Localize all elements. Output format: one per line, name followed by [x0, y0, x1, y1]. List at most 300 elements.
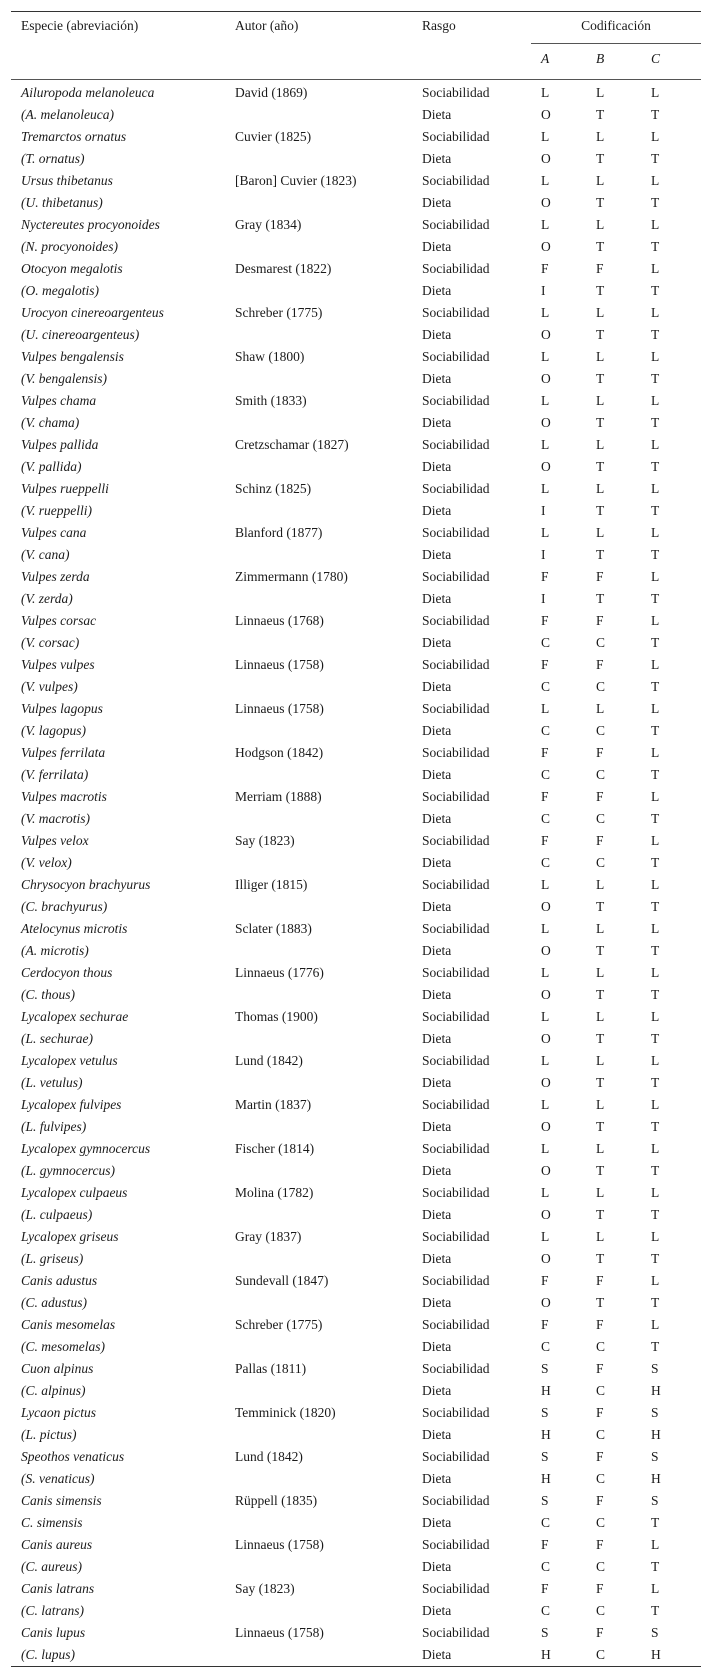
author-cell [225, 764, 412, 786]
coding-c-cell: L [651, 261, 660, 276]
coding-b-cell: T [596, 547, 605, 562]
coding-a-cell: L [541, 965, 550, 980]
coding-a-cell: L [541, 1053, 550, 1068]
species-cell: (A. microtis) [21, 943, 89, 958]
coding-b-cell: C [596, 1471, 606, 1486]
table-row [11, 258, 701, 280]
coding-a-cell: C [541, 635, 551, 650]
coding-b-cell: L [596, 217, 605, 232]
species-cell: Vulpes macrotis [21, 789, 107, 804]
table-row [11, 280, 701, 302]
coding-a-cell: O [541, 415, 551, 430]
trait-cell: Sociabilidad [422, 129, 490, 144]
header-trait: Rasgo [412, 12, 531, 44]
table-row [11, 1402, 701, 1424]
trait-cell: Sociabilidad [422, 1097, 490, 1112]
coding-c-cell: T [651, 195, 660, 210]
table-row [11, 874, 701, 896]
species-cell: (V. vulpes) [21, 679, 78, 694]
coding-b-cell: T [596, 591, 605, 606]
table-row [11, 1226, 701, 1248]
species-cell: Otocyon megalotis [21, 261, 123, 276]
coding-c-cell: T [651, 591, 660, 606]
coding-b-cell: F [596, 833, 604, 848]
trait-cell: Dieta [422, 1251, 452, 1266]
author-cell: Merriam (1888) [235, 789, 322, 804]
author-cell [225, 148, 412, 170]
coding-a-cell: L [541, 1141, 550, 1156]
table-row [11, 940, 701, 962]
coding-a-cell: O [541, 1075, 551, 1090]
table-row [11, 1512, 701, 1534]
author-cell: David (1869) [235, 85, 308, 100]
trait-cell: Sociabilidad [422, 261, 490, 276]
coding-b-cell: L [596, 481, 605, 496]
table-row [11, 500, 701, 522]
author-cell [225, 588, 412, 610]
coding-c-cell: T [651, 943, 660, 958]
author-cell [225, 1248, 412, 1270]
table-row [11, 1490, 701, 1512]
table-row [11, 1336, 701, 1358]
table-row [11, 566, 701, 588]
header-col-a: A [531, 44, 586, 80]
author-cell: Schinz (1825) [235, 481, 312, 496]
table-row [11, 1270, 701, 1292]
species-cell: Vulpes chama [21, 393, 97, 408]
coding-b-cell: T [596, 239, 605, 254]
coding-a-cell: H [541, 1383, 551, 1398]
table-row [11, 1050, 701, 1072]
coding-a-cell: S [541, 1625, 549, 1640]
coding-b-cell: F [596, 613, 604, 628]
coding-c-cell: S [651, 1405, 659, 1420]
species-cell: (L. griseus) [21, 1251, 84, 1266]
species-cell: Cerdocyon thous [21, 965, 113, 980]
author-cell [225, 236, 412, 258]
coding-b-cell: T [596, 459, 605, 474]
species-cell: Canis latrans [21, 1581, 95, 1596]
trait-cell: Sociabilidad [422, 1493, 490, 1508]
trait-cell: Sociabilidad [422, 1361, 490, 1376]
trait-cell: Dieta [422, 239, 452, 254]
coding-b-cell: L [596, 349, 605, 364]
coding-a-cell: L [541, 349, 550, 364]
author-cell: Blanford (1877) [235, 525, 323, 540]
coding-b-cell: T [596, 987, 605, 1002]
trait-cell: Dieta [422, 811, 452, 826]
author-cell: Smith (1833) [235, 393, 307, 408]
species-cell: (V. cana) [21, 547, 70, 562]
coding-a-cell: L [541, 85, 550, 100]
coding-b-cell: T [596, 899, 605, 914]
coding-a-cell: L [541, 393, 550, 408]
species-cell: Vulpes rueppelli [21, 481, 109, 496]
coding-c-cell: T [651, 723, 660, 738]
author-cell [225, 1116, 412, 1138]
trait-cell: Sociabilidad [422, 877, 490, 892]
table-row [11, 1094, 701, 1116]
coding-c-cell: L [651, 525, 660, 540]
coding-c-cell: L [651, 173, 660, 188]
coding-a-cell: O [541, 107, 551, 122]
coding-c-cell: T [651, 327, 660, 342]
coding-c-cell: L [651, 1053, 660, 1068]
coding-b-cell: L [596, 921, 605, 936]
coding-c-cell: L [651, 85, 660, 100]
coding-c-cell: T [651, 635, 660, 650]
coding-b-cell: F [596, 1493, 604, 1508]
coding-a-cell: H [541, 1471, 551, 1486]
header-blank-trait [412, 44, 531, 80]
author-cell [225, 676, 412, 698]
coding-a-cell: O [541, 987, 551, 1002]
trait-cell: Sociabilidad [422, 525, 490, 540]
species-coding-table [11, 11, 701, 1667]
coding-c-cell: H [651, 1383, 661, 1398]
author-cell: [Baron] Cuvier (1823) [235, 173, 357, 188]
coding-a-cell: F [541, 613, 549, 628]
coding-c-cell: T [651, 371, 660, 386]
coding-b-cell: T [596, 151, 605, 166]
trait-cell: Sociabilidad [422, 1581, 490, 1596]
coding-c-cell: L [651, 1537, 660, 1552]
author-cell: Cuvier (1825) [235, 129, 312, 144]
trait-cell: Sociabilidad [422, 1053, 490, 1068]
trait-cell: Dieta [422, 1559, 452, 1574]
table-row [11, 720, 701, 742]
trait-cell: Sociabilidad [422, 1405, 490, 1420]
species-cell: (U. cinereoargenteus) [21, 327, 140, 342]
trait-cell: Sociabilidad [422, 1537, 490, 1552]
coding-a-cell: F [541, 745, 549, 760]
coding-c-cell: L [651, 1097, 660, 1112]
coding-a-cell: C [541, 811, 551, 826]
coding-a-cell: C [541, 855, 551, 870]
coding-a-cell: O [541, 943, 551, 958]
species-cell: (V. corsac) [21, 635, 80, 650]
author-cell [225, 324, 412, 346]
table-row [11, 1292, 701, 1314]
coding-a-cell: C [541, 767, 551, 782]
species-cell: (U. thibetanus) [21, 195, 103, 210]
coding-a-cell: O [541, 371, 551, 386]
coding-c-cell: T [651, 1075, 660, 1090]
author-cell [225, 1380, 412, 1402]
coding-a-cell: F [541, 1581, 549, 1596]
coding-b-cell: T [596, 107, 605, 122]
header-blank-author [225, 44, 412, 80]
species-cell: (C. lupus) [11, 1644, 225, 1667]
table-row [11, 786, 701, 808]
table-row [11, 1116, 701, 1138]
author-cell: Lund (1842) [235, 1053, 303, 1068]
author-cell: Gray (1837) [235, 1229, 302, 1244]
species-cell: (O. megalotis) [21, 283, 99, 298]
table-row [11, 1534, 701, 1556]
coding-b-cell: F [596, 1625, 604, 1640]
table-row [11, 1248, 701, 1270]
coding-b-cell: T [596, 1119, 605, 1134]
author-cell: Cretzschamar (1827) [235, 437, 349, 452]
coding-a-cell: F [541, 1273, 549, 1288]
species-cell: Lycalopex sechurae [21, 1009, 129, 1024]
author-cell: Lund (1842) [235, 1449, 303, 1464]
species-cell: (C. brachyurus) [21, 899, 108, 914]
coding-b-cell: T [596, 283, 605, 298]
coding-a-cell: L [541, 1009, 550, 1024]
author-cell: Desmarest (1822) [235, 261, 332, 276]
coding-b-cell: L [596, 877, 605, 892]
coding-b-cell: T [596, 943, 605, 958]
trait-cell: Dieta [422, 327, 452, 342]
author-cell [225, 368, 412, 390]
author-cell: Schreber (1775) [235, 1317, 323, 1332]
author-cell: Say (1823) [235, 833, 295, 848]
coding-b-cell: L [596, 305, 605, 320]
header-blank-species [11, 44, 225, 80]
trait-cell: Dieta [422, 635, 452, 650]
author-cell [225, 940, 412, 962]
coding-b-cell: F [596, 1361, 604, 1376]
species-cell: (V. bengalensis) [21, 371, 107, 386]
species-cell: (T. ornatus) [21, 151, 85, 166]
coding-a-cell: C [541, 723, 551, 738]
trait-cell: Sociabilidad [422, 701, 490, 716]
coding-b-cell: L [596, 965, 605, 980]
coding-c-cell: L [651, 349, 660, 364]
species-cell: (L. fulvipes) [21, 1119, 87, 1134]
coding-b-cell: C [596, 767, 606, 782]
species-cell: (V. velox) [21, 855, 72, 870]
author-cell [225, 1336, 412, 1358]
species-cell: (L. sechurae) [21, 1031, 93, 1046]
coding-a-cell: L [541, 481, 550, 496]
table-row [11, 214, 701, 236]
coding-a-cell: I [541, 547, 546, 562]
coding-b-cell: C [586, 1644, 641, 1667]
coding-c-cell: L [651, 1185, 660, 1200]
trait-cell: Dieta [422, 1075, 452, 1090]
trait-cell: Sociabilidad [422, 1229, 490, 1244]
species-cell: Lycalopex fulvipes [21, 1097, 122, 1112]
author-cell [225, 280, 412, 302]
coding-c-cell: T [651, 855, 660, 870]
coding-c-cell: S [651, 1493, 659, 1508]
author-cell [225, 544, 412, 566]
author-cell [225, 500, 412, 522]
species-cell: Canis lupus [21, 1625, 86, 1640]
coding-b-cell: T [596, 1075, 605, 1090]
table-row [11, 588, 701, 610]
coding-c-cell: T [651, 1515, 660, 1530]
coding-c-cell: L [651, 745, 660, 760]
author-cell: Zimmermann (1780) [235, 569, 348, 584]
author-cell: Martin (1837) [235, 1097, 312, 1112]
table-row [11, 676, 701, 698]
table-row [11, 192, 701, 214]
coding-c-cell: T [651, 1163, 660, 1178]
table-row [11, 1468, 701, 1490]
species-cell: Vulpes bengalensis [21, 349, 124, 364]
coding-b-cell: L [596, 701, 605, 716]
species-cell: (L. culpaeus) [21, 1207, 93, 1222]
coding-b-cell: L [596, 1009, 605, 1024]
author-cell [225, 1160, 412, 1182]
trait-cell: Dieta [422, 855, 452, 870]
header-species: Especie (abreviación) [11, 12, 225, 44]
table-row [11, 80, 701, 105]
species-cell: (N. procyonoides) [21, 239, 118, 254]
coding-c-cell: H [651, 1427, 661, 1442]
species-cell: Vulpes vulpes [21, 657, 95, 672]
coding-c-cell: T [651, 239, 660, 254]
table-row [11, 610, 701, 632]
author-cell [225, 1512, 412, 1534]
table-row [11, 962, 701, 984]
trait-cell: Dieta [422, 1471, 452, 1486]
coding-b-cell: F [596, 1317, 604, 1332]
coding-b-cell: C [596, 679, 606, 694]
coding-c-cell: T [651, 1207, 660, 1222]
species-cell: Vulpes velox [21, 833, 89, 848]
author-cell: Thomas (1900) [235, 1009, 318, 1024]
coding-a-cell: O [541, 459, 551, 474]
species-cell: Urocyon cinereoargenteus [21, 305, 164, 320]
coding-b-cell: F [596, 261, 604, 276]
coding-c-cell: T [651, 1339, 660, 1354]
coding-c-cell: L [651, 1009, 660, 1024]
author-cell: Pallas (1811) [235, 1361, 307, 1376]
trait-cell: Sociabilidad [422, 173, 490, 188]
coding-b-cell: C [596, 855, 606, 870]
trait-cell: Dieta [422, 1515, 452, 1530]
trait-cell: Sociabilidad [422, 1625, 490, 1640]
coding-a-cell: L [541, 129, 550, 144]
table-row [11, 324, 701, 346]
species-cell: Speothos venaticus [21, 1449, 125, 1464]
coding-c-cell: L [651, 833, 660, 848]
author-cell: Sundevall (1847) [235, 1273, 329, 1288]
trait-cell: Dieta [422, 987, 452, 1002]
coding-c-cell: L [651, 129, 660, 144]
species-cell: Canis mesomelas [21, 1317, 116, 1332]
table-row [11, 1028, 701, 1050]
coding-a-cell: F [541, 789, 549, 804]
trait-cell: Dieta [422, 1295, 452, 1310]
coding-a-cell: O [541, 1295, 551, 1310]
author-cell [225, 1292, 412, 1314]
coding-b-cell: L [596, 1229, 605, 1244]
header-coding: Codificación [531, 12, 701, 44]
coding-a-cell: C [541, 1339, 551, 1354]
coding-a-cell: O [541, 1119, 551, 1134]
species-cell: (V. macrotis) [21, 811, 90, 826]
table-row [11, 302, 701, 324]
table-row [11, 896, 701, 918]
species-cell: (V. rueppelli) [21, 503, 92, 518]
table-row [11, 742, 701, 764]
coding-a-cell: F [541, 1317, 549, 1332]
trait-cell: Dieta [422, 371, 452, 386]
trait-cell: Dieta [412, 1644, 531, 1667]
table-row [11, 236, 701, 258]
table-row [11, 698, 701, 720]
table-row [11, 808, 701, 830]
trait-cell: Dieta [422, 943, 452, 958]
coding-b-cell: T [596, 415, 605, 430]
author-cell [225, 632, 412, 654]
coding-c-cell: L [651, 1581, 660, 1596]
species-cell: Cuon alpinus [21, 1361, 94, 1376]
table-row [11, 1600, 701, 1622]
coding-b-cell: F [596, 1273, 604, 1288]
coding-c-cell: T [651, 987, 660, 1002]
species-cell: Chrysocyon brachyurus [21, 877, 151, 892]
coding-b-cell: C [596, 1339, 606, 1354]
coding-b-cell: F [596, 1449, 604, 1464]
trait-cell: Dieta [422, 723, 452, 738]
trait-cell: Dieta [422, 1119, 452, 1134]
header-col-c: C [641, 44, 701, 80]
coding-b-cell: F [596, 789, 604, 804]
table-row [11, 346, 701, 368]
author-cell [225, 1028, 412, 1050]
species-cell: (L. pictus) [21, 1427, 77, 1442]
species-cell: C. simensis [21, 1515, 83, 1530]
author-cell [225, 1600, 412, 1622]
species-cell: Canis aureus [21, 1537, 93, 1552]
author-cell [225, 104, 412, 126]
coding-b-cell: L [596, 525, 605, 540]
trait-cell: Dieta [422, 1383, 452, 1398]
trait-cell: Sociabilidad [422, 921, 490, 936]
trait-cell: Sociabilidad [422, 965, 490, 980]
coding-c-cell: T [651, 1031, 660, 1046]
species-cell: (V. pallida) [21, 459, 82, 474]
coding-c-cell: T [651, 459, 660, 474]
header-author: Autor (año) [225, 12, 412, 44]
trait-cell: Dieta [422, 1603, 452, 1618]
author-cell [225, 192, 412, 214]
table-row [11, 170, 701, 192]
coding-a-cell: O [541, 239, 551, 254]
table-row [11, 1182, 701, 1204]
species-cell: (C. mesomelas) [21, 1339, 105, 1354]
trait-cell: Sociabilidad [422, 745, 490, 760]
table-row [11, 522, 701, 544]
author-cell: Linnaeus (1758) [235, 1625, 324, 1640]
coding-a-cell: L [541, 921, 550, 936]
table-row [11, 1446, 701, 1468]
trait-cell: Sociabilidad [422, 481, 490, 496]
author-cell: Say (1823) [235, 1581, 295, 1596]
trait-cell: Dieta [422, 1339, 452, 1354]
trait-cell: Sociabilidad [422, 437, 490, 452]
author-cell [225, 720, 412, 742]
author-cell [225, 456, 412, 478]
table-row [11, 544, 701, 566]
species-cell: (V. chama) [21, 415, 80, 430]
species-cell: Canis simensis [21, 1493, 102, 1508]
coding-b-cell: F [596, 657, 604, 672]
coding-a-cell: F [541, 569, 549, 584]
coding-b-cell: L [596, 173, 605, 188]
table-row [11, 1358, 701, 1380]
coding-c-cell: L [651, 701, 660, 716]
coding-b-cell: T [596, 503, 605, 518]
coding-b-cell: L [596, 437, 605, 452]
